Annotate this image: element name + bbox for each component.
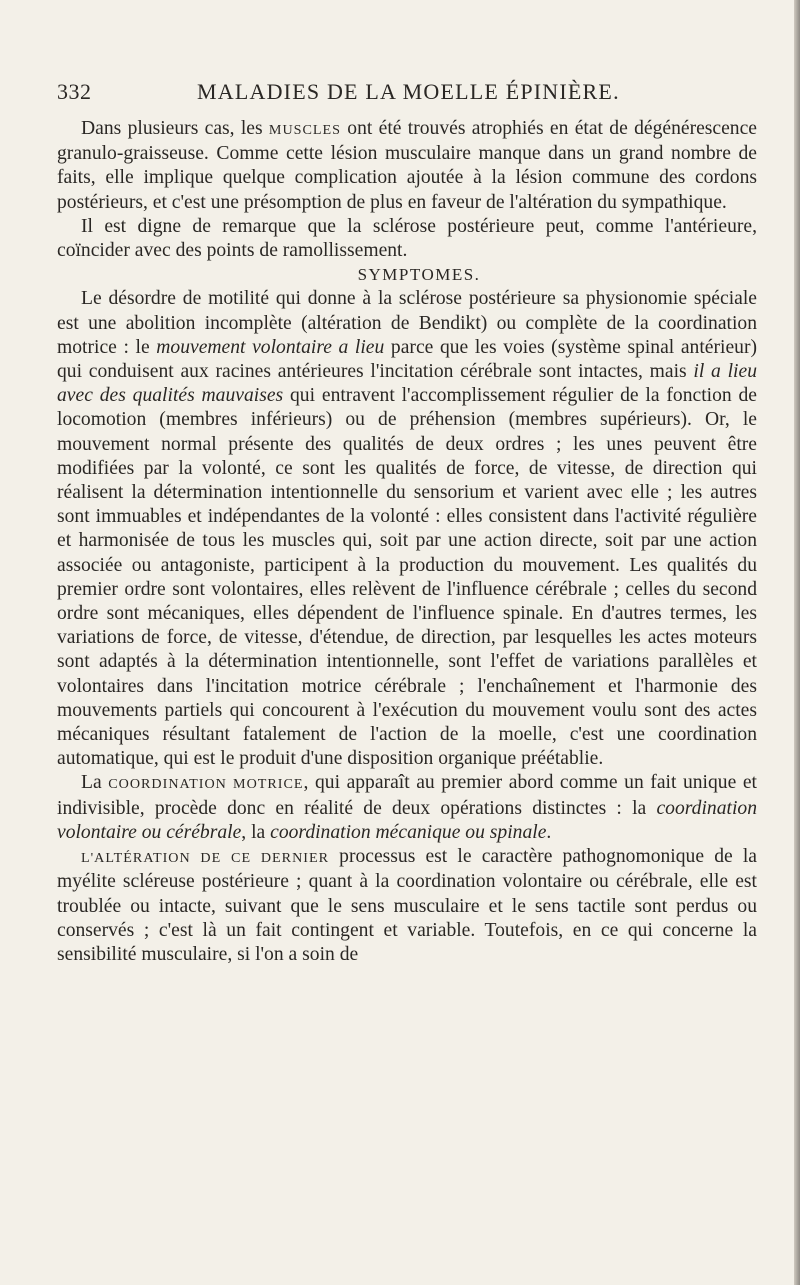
- small-caps-term: L'ALTÉRATION DE CE DERNIER: [81, 850, 329, 867]
- paragraph-1: Dans plusieurs cas, les MUSCLES ont été trouvés atrophiés en état de dégénérescence granulo-graisseuse. Comme cette lésion musculaire manque dans un grand nombre de faits, elle implique quelque complication ajoutée à la lésion commune des cordons postérieurs, et c'est une présomption de plus en faveur de l'altération du sympathique.: [57, 118, 757, 213]
- italic-phrase: il a lieu avec des qualités mauvaises: [57, 361, 757, 407]
- small-caps-term: MUSCLES: [268, 122, 341, 138]
- italic-phrase: coordination mécanique ou spinale: [270, 821, 547, 843]
- running-title: MALADIES DE LA MOELLE ÉPINIÈRE.: [197, 79, 620, 104]
- paragraph-4: La COORDINATION MOTRICE, qui apparaît au premier abord comme un fait unique et indivisible, procède donc en réalité de deux opérations distinctes : la coordination volontaire ou cérébrale, la coordination mécanique ou spinale.: [57, 772, 757, 843]
- paragraph-5: L'ALTÉRATION DE CE DERNIER processus est le caractère pathognomonique de la myélite scléreuse postérieure ; quant à la coordination volontaire ou cérébrale, elle est troublée ou intacte, suivant que le sens musculaire et le sens tactile sont perdus ou conservés ; c'est là un fait contingent et variable. Toutefois, en ce qui concerne la sensibilité musculaire, si l'on a soin de: [57, 846, 757, 965]
- paragraph-3: Le désordre de motilité qui donne à la sclérose postérieure sa physionomie spéciale est une abolition incomplète (altération de Bendikt) ou complète de la coordination motrice : le mouvement volontaire a lieu parce que les voies (système spinal antérieur) qui conduisent aux racines antérieures l'incitation cérébrale sont intactes, mais il a lieu avec des qualités mauvaises qui entravent l'accomplissement régulier de la fonction de locomotion (membres inférieurs) ou de préhension (membres supérieurs). Or, le mouvement normal présente des qualités de deux ordres ; les unes peuvent être modifiées par la volonté, ce sont les qualités de force, de vitesse, de direction qui réalisent la détermination intentionnelle du sensorium et varient avec elle ; les autres sont immuables et indépendantes de la volonté : elles consistent dans l'activité régulière et harmonisée de tous les muscles qui, soit par une action directe, soit par une action associée ou antagoniste, participent à la production du mouvement. Les qualités du premier ordre sont volontaires, elles relèvent de l'influence cérébrale ; celles du second ordre sont mécaniques, elles dépendent de l'influence spinale. En d'autres termes, les variations de force, de vitesse, d'étendue, de direction, par lesquelles les actes moteurs sont adaptés à la détermination intentionnelle, sont l'effet de variations parallèles et volontaires dans l'incitation motrice cérébrale ; l'enchaînement et l'harmonie des mouvements partiels qui concourent à l'exécution du mouvement voulu sont des actes mécaniques résultant fatalement de l'action de la moelle, c'est une coordination automatique, qui est le produit d'une disposition organique préétablie.: [57, 288, 757, 770]
- paragraph-2: Il est digne de remarque que la sclérose postérieure peut, comme l'antérieure, coïncider avec des points de ramollissement.: [57, 215, 757, 262]
- small-caps-term: COORDINATION MOTRICE: [108, 776, 304, 793]
- italic-phrase: coordination volontaire ou cérébrale: [57, 797, 757, 843]
- section-title: SYMPTOMES.: [357, 265, 481, 285]
- body-text: [57, 117, 757, 967]
- page-number: 332: [57, 79, 92, 104]
- page-edge-shadow: [794, 0, 800, 1285]
- page-header: [57, 79, 757, 109]
- italic-phrase: mouvement volontaire a lieu: [156, 336, 385, 358]
